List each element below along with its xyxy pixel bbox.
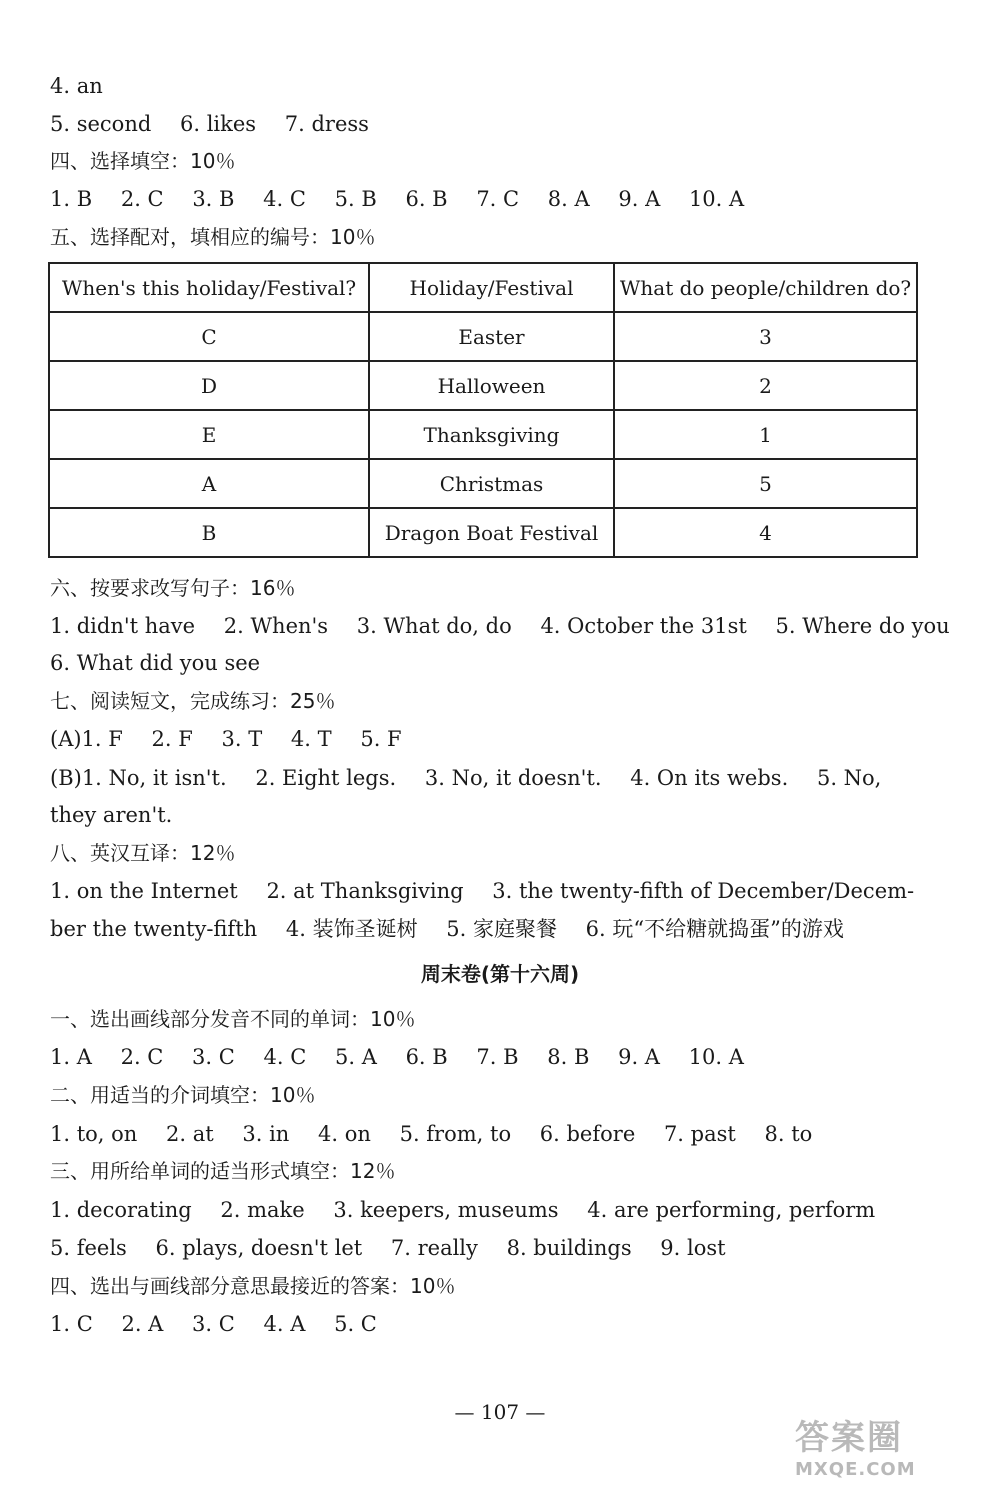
answer-item: 4. On its webs. — [630, 766, 789, 790]
table-cell: C — [49, 312, 369, 361]
answer-item: 5. feels — [50, 1236, 127, 1260]
answer-line — [50, 110, 391, 138]
section-heading: 八、英汉互译：12％ — [50, 841, 236, 865]
section-heading: 六、按要求改写句子：16％ — [50, 576, 296, 600]
answer-item: 4. October the 31st — [540, 614, 747, 638]
answer-item: 3. No, it doesn't. — [424, 766, 602, 790]
section-heading: 一、选出画线部分发音不同的单词：10％ — [50, 1007, 416, 1031]
answer-item: 10. A — [688, 187, 745, 211]
answer-line — [50, 915, 844, 943]
watermark-url: MXQE.COM — [795, 1459, 916, 1480]
answer-item: 5. No, — [816, 766, 882, 790]
answer-item: 3. the twenty-fifth of December/Decem- — [492, 879, 915, 903]
answer-item: 2. at Thanksgiving — [266, 879, 464, 903]
answer-item: 3. C — [192, 1045, 235, 1069]
answer-item: 4. C — [263, 187, 306, 211]
section-heading: 二、用适当的介词填空：10％ — [50, 1083, 316, 1107]
answer-item: 6. What did you see — [50, 651, 261, 675]
answer-item: 1. didn't have — [50, 614, 196, 638]
answer-item: 4. 装饰圣诞树 — [285, 917, 418, 941]
answer-line — [50, 877, 914, 905]
table-row — [49, 459, 917, 508]
answer-line — [50, 72, 103, 100]
answer-item: 6. plays, doesn't let — [155, 1236, 363, 1260]
table-cell: Christmas — [369, 459, 614, 508]
section-heading: 三、用所给单词的适当形式填空：12％ — [50, 1159, 396, 1183]
answer-item: 2. C — [120, 187, 164, 211]
answer-line — [50, 801, 172, 829]
answer-item: 10. A — [688, 1045, 744, 1069]
page-number: — 107 — — [454, 1400, 546, 1424]
column-header: Holiday/Festival — [369, 263, 614, 312]
answer-item: 6. B — [405, 187, 448, 211]
column-header: When's this holiday/Festival? — [49, 263, 369, 312]
answer-item: 1. to, on — [50, 1122, 138, 1146]
answer-item: 5. C — [334, 1312, 377, 1336]
answer-item: 5. second — [50, 112, 152, 136]
answer-item: 3. B — [192, 187, 235, 211]
answer-item: 2. F — [151, 727, 193, 751]
answer-line — [50, 185, 766, 213]
answer-item: 4. T — [290, 727, 332, 751]
answer-line — [50, 764, 881, 792]
answer-line — [50, 649, 260, 677]
answer-item: 8. to — [764, 1122, 813, 1146]
answer-item: 5. B — [334, 187, 377, 211]
answer-line — [50, 1196, 875, 1224]
answer-line — [50, 725, 424, 753]
table-cell: Easter — [369, 312, 614, 361]
answer-item: 2. A — [121, 1312, 164, 1336]
answer-line — [50, 612, 972, 640]
answer-item: 9. lost — [660, 1236, 726, 1260]
table-cell: Thanksgiving — [369, 410, 614, 459]
answer-item: 5. 家庭聚餐 — [446, 917, 557, 941]
answer-item: 6. before — [539, 1122, 636, 1146]
answer-item: 7. dress — [284, 112, 369, 136]
answer-item: 3. keepers, museums — [333, 1198, 559, 1222]
answer-item: 6. B — [405, 1045, 448, 1069]
answer-item: 3. What do, do — [356, 614, 512, 638]
table-row — [49, 410, 917, 459]
answer-line — [50, 1043, 766, 1071]
answer-item: 3. C — [192, 1312, 235, 1336]
section-heading: 七、阅读短文，完成练习：25％ — [50, 689, 336, 713]
answer-item: 5. F — [360, 727, 402, 751]
answer-item: 9. A — [618, 1045, 660, 1069]
table-cell: B — [49, 508, 369, 557]
answer-item: 7. C — [476, 187, 520, 211]
answer-item: (B)1. No, it isn't. — [50, 766, 227, 790]
answer-item: 7. past — [663, 1122, 736, 1146]
answer-item: 5. A — [334, 1045, 377, 1069]
table-cell: 5 — [614, 459, 917, 508]
table-cell: Dragon Boat Festival — [369, 508, 614, 557]
table-cell: 1 — [614, 410, 917, 459]
page-title: 周末卷(第十六周) — [420, 962, 580, 986]
answer-item: 2. C — [120, 1045, 164, 1069]
answer-item: 4. C — [263, 1045, 307, 1069]
answer-item: 1. C — [50, 1312, 93, 1336]
answer-item: (A)1. F — [50, 727, 123, 751]
table-cell: A — [49, 459, 369, 508]
table-cell: Halloween — [369, 361, 614, 410]
answer-item: 1. decorating — [50, 1198, 192, 1222]
table-cell: E — [49, 410, 369, 459]
table-cell: 3 — [614, 312, 917, 361]
matching-table — [48, 262, 918, 558]
answer-item: 7. B — [476, 1045, 519, 1069]
answer-line — [50, 1310, 399, 1338]
table-row — [49, 361, 917, 410]
answer-item: 8. B — [547, 1045, 590, 1069]
answer-item: 2. Eight legs. — [255, 766, 397, 790]
answer-item: 2. When's — [223, 614, 329, 638]
section-heading: 五、选择配对，填相应的编号：10％ — [50, 225, 376, 249]
table-row — [49, 508, 917, 557]
answer-item: 3. T — [221, 727, 263, 751]
answer-item: they aren't. — [50, 803, 173, 827]
table-cell: 2 — [614, 361, 917, 410]
answer-item: 2. make — [220, 1198, 305, 1222]
answer-item: 4. on — [318, 1122, 371, 1146]
answer-item: 6. 玩“不给糖就捣蛋”的游戏 — [585, 917, 844, 941]
table-cell: D — [49, 361, 369, 410]
watermark — [795, 1410, 985, 1480]
answer-line — [50, 1234, 748, 1262]
answer-item: 1. A — [50, 1045, 92, 1069]
section-heading: 四、选择填空：10％ — [50, 149, 236, 173]
watermark-logo: 答案圈 — [795, 1418, 903, 1458]
table-header-row — [49, 263, 917, 312]
answer-item: 8. buildings — [506, 1236, 632, 1260]
answer-item: 5. Where do you — [775, 614, 950, 638]
section-heading: 四、选出与画线部分意思最接近的答案：10％ — [50, 1274, 456, 1298]
answer-item: 9. A — [618, 187, 661, 211]
answer-item: 8. A — [547, 187, 590, 211]
answer-item: 4. are performing, perform — [587, 1198, 876, 1222]
table-row — [49, 312, 917, 361]
table-cell: 4 — [614, 508, 917, 557]
answer-item: 5. from, to — [399, 1122, 512, 1146]
answer-item: 4. A — [263, 1312, 306, 1336]
answer-item: 3. in — [242, 1122, 290, 1146]
answer-line — [50, 1120, 834, 1148]
answer-item: 6. likes — [179, 112, 257, 136]
answer-item: ber the twenty-fifth — [50, 917, 258, 941]
column-header: What do people/children do? — [614, 263, 917, 312]
answer-item: 7. really — [390, 1236, 478, 1260]
answer-item: 1. B — [50, 187, 93, 211]
answer-item: 1. on the Internet — [50, 879, 238, 903]
answer-item: 4. an — [50, 74, 103, 98]
answer-item: 2. at — [166, 1122, 214, 1146]
